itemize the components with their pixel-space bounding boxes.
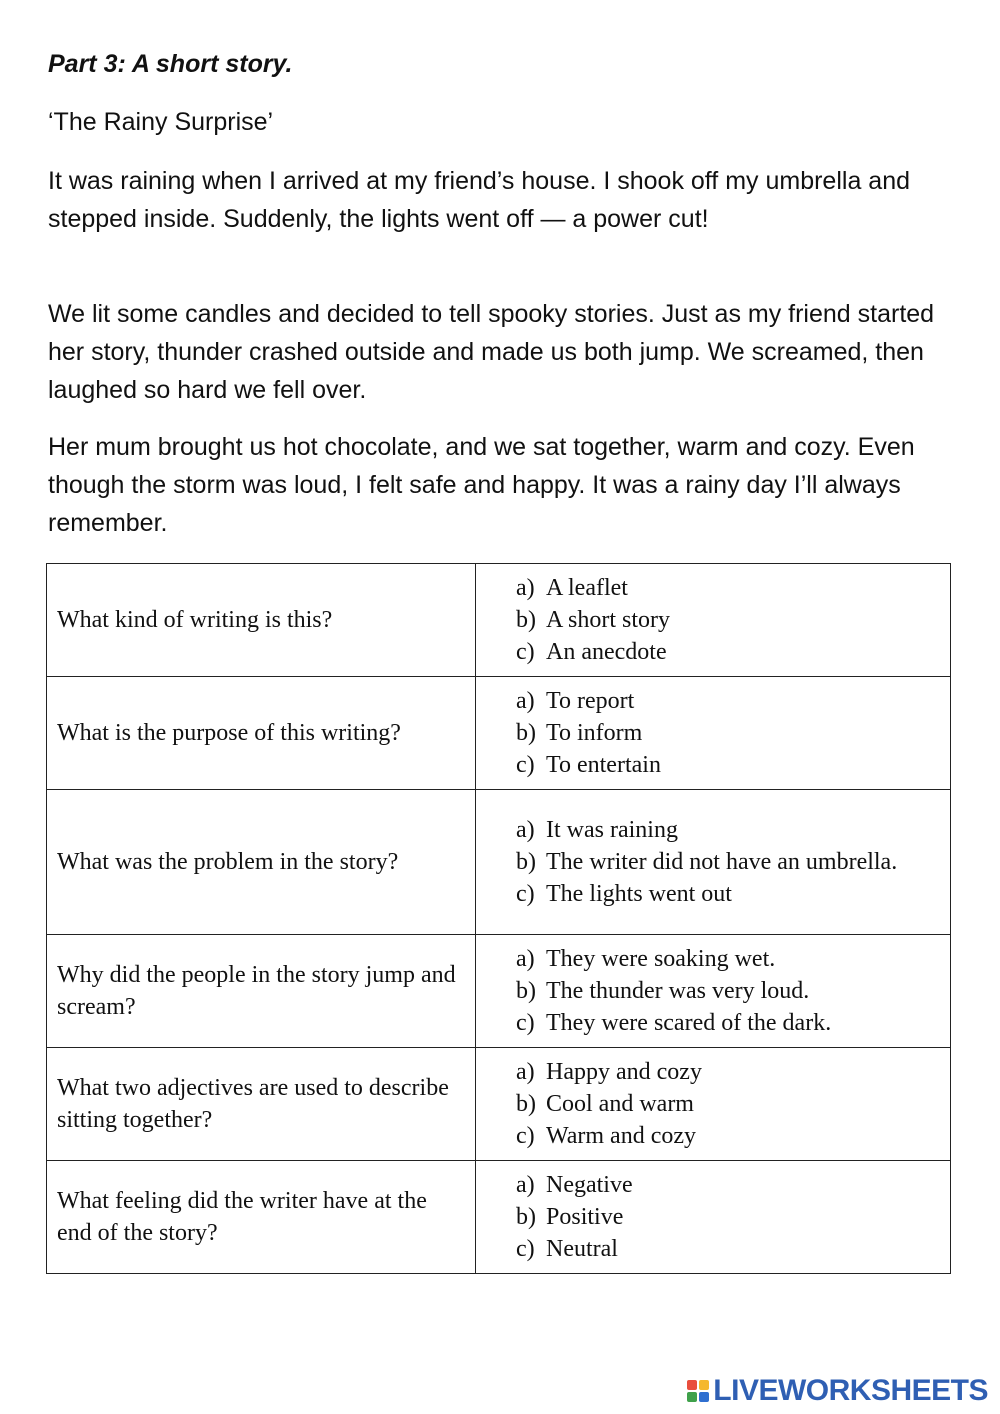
option-letter: b)	[516, 849, 536, 875]
question-text: Why did the people in the story jump and scream?	[47, 935, 476, 1048]
story-title: ‘The Rainy Surprise’	[48, 108, 274, 136]
option-text: It was raining	[546, 817, 678, 843]
option-text: Warm and cozy	[546, 1123, 696, 1149]
option-text: Negative	[546, 1172, 633, 1198]
question-text: What two adjectives are used to describe sitting together?	[47, 1048, 476, 1161]
liveworksheets-logo	[687, 1374, 988, 1408]
answer-option[interactable]	[516, 878, 940, 910]
question-row	[47, 1048, 951, 1161]
option-letter: c)	[516, 881, 535, 907]
option-letter: b)	[516, 720, 536, 746]
question-row	[47, 677, 951, 790]
answer-option[interactable]	[516, 749, 940, 781]
story-paragraph-2: We lit some candles and decided to tell spooky stories. Just as my friend started her story, thunder crashed outside and made us both jump. We screamed, then laughed so hard we fell over.	[48, 300, 935, 404]
answer-options	[476, 1048, 951, 1161]
answer-options	[476, 677, 951, 790]
option-letter: c)	[516, 1123, 535, 1149]
story-paragraph-3: Her mum brought us hot chocolate, and we sat together, warm and cozy. Even though the storm was loud, I felt safe and happy. It was a rainy day I’ll always remember.	[48, 433, 915, 537]
option-letter: c)	[516, 752, 535, 778]
option-letter: b)	[516, 1091, 536, 1117]
answer-option[interactable]	[516, 1088, 940, 1120]
answer-option[interactable]	[516, 572, 940, 604]
answer-option[interactable]	[516, 943, 940, 975]
option-letter: b)	[516, 978, 536, 1004]
answer-options	[476, 935, 951, 1048]
answer-option[interactable]	[516, 685, 940, 717]
answer-option[interactable]	[516, 1120, 940, 1152]
answer-option[interactable]	[516, 636, 940, 668]
option-text: The thunder was very loud.	[546, 978, 810, 1004]
option-letter: c)	[516, 1236, 535, 1262]
question-row	[47, 790, 951, 935]
question-text: What feeling did the writer have at the end of the story?	[47, 1161, 476, 1274]
option-letter: a)	[516, 946, 535, 972]
option-text: To entertain	[546, 752, 661, 778]
option-letter: b)	[516, 607, 536, 633]
answer-option[interactable]	[516, 814, 940, 846]
answer-option[interactable]	[516, 975, 940, 1007]
question-text: What kind of writing is this?	[47, 564, 476, 677]
option-letter: a)	[516, 1059, 535, 1085]
logo-square	[699, 1392, 709, 1402]
question-row	[47, 935, 951, 1048]
answer-option[interactable]	[516, 1169, 940, 1201]
question-text: What was the problem in the story?	[47, 790, 476, 935]
logo-square	[699, 1380, 709, 1390]
answer-option[interactable]	[516, 717, 940, 749]
logo-square	[687, 1380, 697, 1390]
answer-options	[476, 1161, 951, 1274]
answer-option[interactable]	[516, 1007, 940, 1039]
option-letter: a)	[516, 817, 535, 843]
option-text: Positive	[546, 1204, 624, 1230]
question-text: What is the purpose of this writing?	[47, 677, 476, 790]
option-text: An anecdote	[546, 639, 667, 665]
option-text: The writer did not have an umbrella.	[546, 849, 898, 875]
option-letter: b)	[516, 1204, 536, 1230]
answer-option[interactable]	[516, 1233, 940, 1265]
question-row	[47, 1161, 951, 1274]
question-row	[47, 564, 951, 677]
option-text: To report	[546, 688, 635, 714]
option-text: Neutral	[546, 1236, 618, 1262]
option-letter: a)	[516, 688, 535, 714]
logo-text: LIVEWORKSHEETS	[713, 1374, 988, 1407]
option-text: Happy and cozy	[546, 1059, 702, 1085]
option-text: They were scared of the dark.	[546, 1010, 832, 1036]
option-letter: a)	[516, 1172, 535, 1198]
logo-square	[687, 1392, 697, 1402]
answer-option[interactable]	[516, 604, 940, 636]
option-letter: a)	[516, 575, 535, 601]
option-text: A leaflet	[546, 575, 628, 601]
option-text: To inform	[546, 720, 643, 746]
answer-options	[476, 564, 951, 677]
option-letter: c)	[516, 1010, 535, 1036]
option-text: The lights went out	[546, 881, 732, 907]
option-letter: c)	[516, 639, 535, 665]
answer-option[interactable]	[516, 1201, 940, 1233]
answer-options	[476, 790, 951, 935]
logo-mark-icon	[687, 1380, 709, 1402]
section-heading: Part 3: A short story.	[48, 50, 293, 78]
answer-option[interactable]	[516, 1056, 940, 1088]
story-paragraph-1: It was raining when I arrived at my friend’s house. I shook off my umbrella and stepped inside. Suddenly, the lights went off — a power cut!	[48, 167, 910, 233]
option-text: A short story	[546, 607, 671, 633]
option-text: They were soaking wet.	[546, 946, 776, 972]
answer-option[interactable]	[516, 846, 940, 878]
question-table	[46, 563, 951, 1274]
option-text: Cool and warm	[546, 1091, 694, 1117]
